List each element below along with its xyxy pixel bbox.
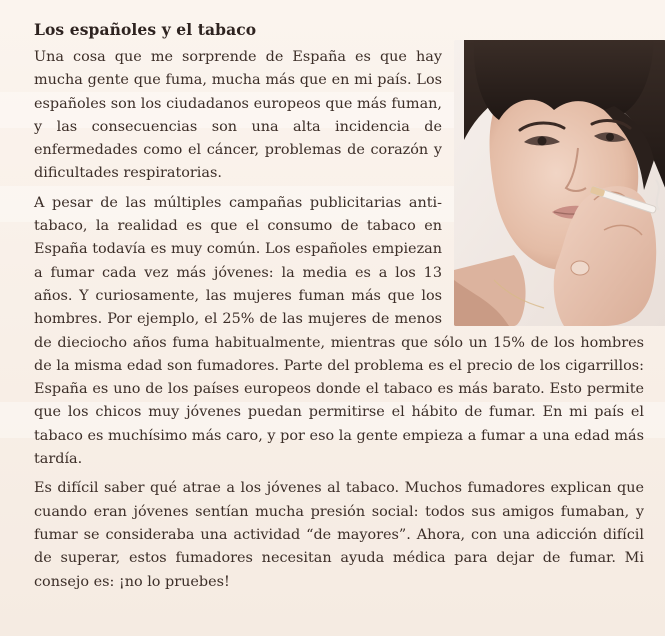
photo-illustration: [454, 40, 665, 326]
paragraph-2: A pesar de las múltiples campañas publicitarias anti-tabaco, la realidad es que el consumo de tabaco en España todavía es muy común. Los españoles empiezan a fumar cada vez más jóvenes: la media es a los 13 años. Y curiosamente, las mujeres fuman más que los hombres. Por ejemplo, el 25% de las mujeres de menos de dieciocho años fuma habitualmente, mientras que sólo un 15% de los hombres de la misma edad son fumadores. Parte del problema es el precio de los cigarrillos: España es uno de los países europeos donde el tabaco es más barato. Esto permite que los chicos muy jóvenes puedan permitirse el hábito de fumar. En mi país el tabaco es muchísimo más caro, y por eso la gente empieza a fumar a una edad más tardía.: [34, 194, 644, 468]
article: [34, 18, 644, 600]
paragraph-1: Una cosa que me sorprende de España es que hay mucha gente que fuma, mucha más que en mi país. Los españoles son los ciudadanos europeos que más fuman, y las consecuencias son una alta incidencia de enfermedades como el cáncer, problemas de corazón y dificultades respiratorias.: [34, 49, 442, 182]
article-title: Los españoles y el tabaco: [34, 20, 257, 39]
paragraph-3: Es difícil saber qué atrae a los jóvenes al tabaco. Muchos fumadores explican que cuando eran jóvenes sentían mucha presión social: todos sus amigos fumaban, y fumar se consideraba una actividad “de mayores”. Ahora, con una adicción difícil de superar, estos fumadores necesitan ayuda médica para dejar de fumar. Mi consejo es: ¡no lo pruebes!: [34, 480, 644, 590]
woman-smoking-photo: [454, 40, 665, 326]
